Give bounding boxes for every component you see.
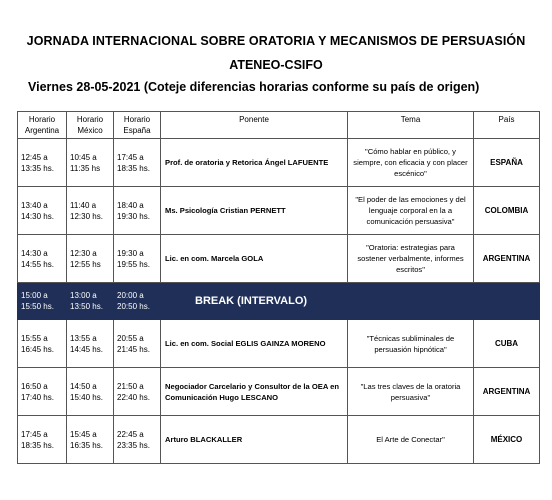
time-mexico: 12:30 a 12:55 hs: [67, 235, 114, 283]
tema-cell: "Técnicas subliminales de persuasión hipnótica": [348, 320, 474, 368]
header-ponente: Ponente: [161, 112, 348, 139]
pais-cell: ESPAÑA: [474, 139, 540, 187]
ponente-cell: Lic. en com. Social EGLIS GAINZA MORENO: [161, 320, 348, 368]
schedule-table: [17, 111, 540, 464]
header-espana: Horario España: [114, 112, 161, 139]
table-row: [18, 368, 540, 416]
table-row: [18, 235, 540, 283]
tema-cell: "Las tres claves de la oratoria persuasiva": [348, 368, 474, 416]
time-argentina: 17:45 a 18:35 hs.: [18, 416, 67, 464]
header-pais: País: [474, 112, 540, 139]
time-espana: 19:30 a 19:55 hs.: [114, 235, 161, 283]
header-argentina: Horario Argentina: [18, 112, 67, 139]
time-mexico: 10:45 a 11:35 hs: [67, 139, 114, 187]
tema-cell: El Arte de Conectar": [348, 416, 474, 464]
document-subtitle: ATENEO-CSIFO: [229, 58, 323, 72]
table-row: [18, 416, 540, 464]
time-argentina: 16:50 a 17:40 hs.: [18, 368, 67, 416]
time-argentina: 14:30 a 14:55 hs.: [18, 235, 67, 283]
header-tema: Tema: [348, 112, 474, 139]
time-argentina: 15:55 a 16:45 hs.: [18, 320, 67, 368]
time-espana: 22:45 a 23:35 hs.: [114, 416, 161, 464]
ponente-cell: Ms. Psicología Cristian PERNETT: [161, 187, 348, 235]
pais-cell: CUBA: [474, 320, 540, 368]
ponente-cell: Arturo BLACKALLER: [161, 416, 348, 464]
ponente-cell: Negociador Carcelario y Consultor de la OEA en Comunicación Hugo LESCANO: [161, 368, 348, 416]
time-argentina: 13:40 a 14:30 hs.: [18, 187, 67, 235]
table-header-row: [18, 112, 540, 139]
time-mexico: 11:40 a 12:30 hs.: [67, 187, 114, 235]
time-argentina: 15:00 a 15:50 hs.: [18, 283, 67, 320]
time-espana: 21:50 a 22:40 hs.: [114, 368, 161, 416]
table-row: [18, 139, 540, 187]
time-espana: 17:45 a 18:35 hs.: [114, 139, 161, 187]
header-mexico: Horario México: [67, 112, 114, 139]
ponente-cell: Prof. de oratoria y Retorica Ángel LAFUENTE: [161, 139, 348, 187]
document-title: JORNADA INTERNACIONAL SOBRE ORATORIA Y MECANISMOS DE PERSUASIÓN: [26, 34, 526, 48]
table-row: [18, 187, 540, 235]
time-mexico: 15:45 a 16:35 hs.: [67, 416, 114, 464]
tema-cell: "Oratoria: estrategias para sostener verbalmente, informes escritos": [348, 235, 474, 283]
time-mexico: 14:50 a 15:40 hs.: [67, 368, 114, 416]
pais-cell: ARGENTINA: [474, 235, 540, 283]
break-label: BREAK (INTERVALO): [161, 283, 540, 320]
time-argentina: 12:45 a 13:35 hs.: [18, 139, 67, 187]
break-row: [18, 283, 540, 320]
time-mexico: 13:00 a 13:50 hs.: [67, 283, 114, 320]
table-row: [18, 320, 540, 368]
tema-cell: "El poder de las emociones y del lenguaje corporal en la a comunicación persuasiva": [348, 187, 474, 235]
date-line: Viernes 28-05-2021 (Coteje diferencias horarias conforme su país de origen): [28, 80, 480, 94]
time-mexico: 13:55 a 14:45 hs.: [67, 320, 114, 368]
time-espana: 20:00 a 20:50 hs.: [114, 283, 161, 320]
pais-cell: MÉXICO: [474, 416, 540, 464]
ponente-cell: Lic. en com. Marcela GOLA: [161, 235, 348, 283]
tema-cell: "Cómo hablar en público, y siempre, con eficacia y con placer escénico": [348, 139, 474, 187]
time-espana: 20:55 a 21:45 hs.: [114, 320, 161, 368]
time-espana: 18:40 a 19:30 hs.: [114, 187, 161, 235]
pais-cell: ARGENTINA: [474, 368, 540, 416]
pais-cell: COLOMBIA: [474, 187, 540, 235]
